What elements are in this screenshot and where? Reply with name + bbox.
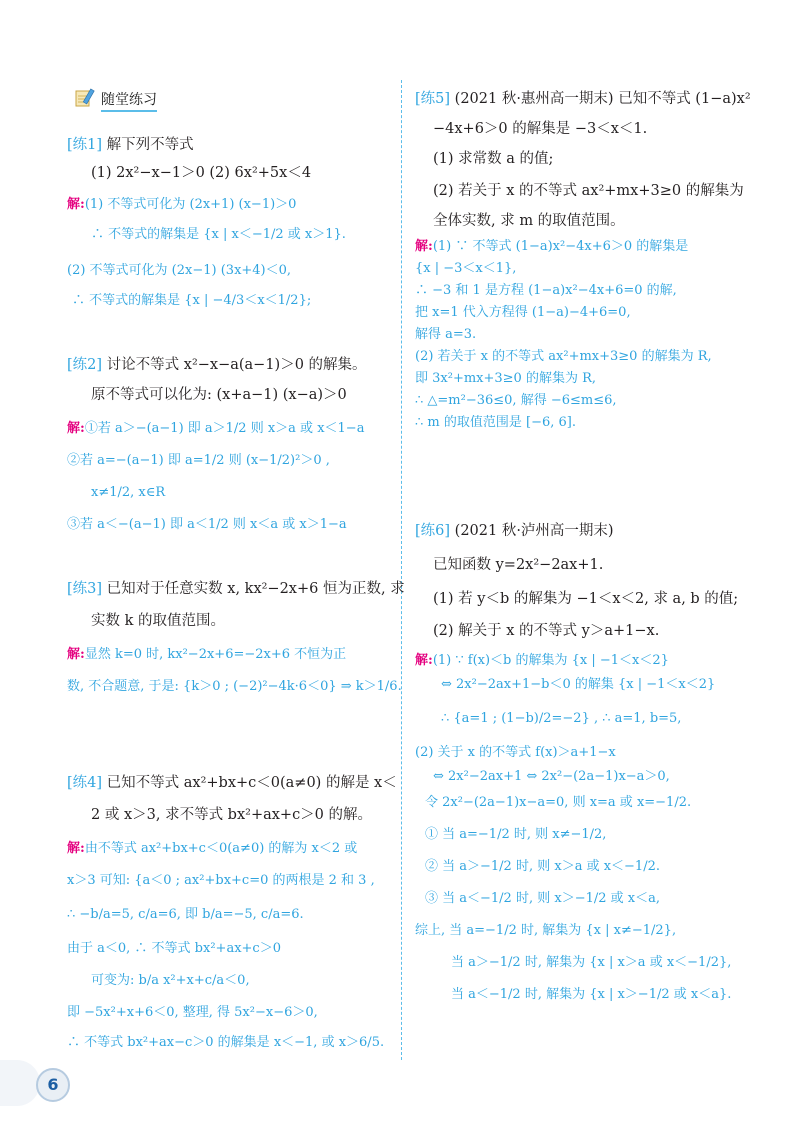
right-line	[415, 744, 616, 762]
page-tab	[0, 1060, 40, 1106]
section-heading	[75, 88, 157, 112]
line-text: ③若 a＜−(a−1) 即 a＜1/2 则 x＜a 或 x＞1−a	[67, 517, 347, 532]
right-line	[433, 556, 603, 574]
right-line	[441, 676, 715, 694]
line-text: ②若 a=−(a−1) 即 a=1/2 则 (x−1/2)²＞0 ,	[67, 453, 330, 468]
line-text: (1) 求常数 a 的值;	[433, 151, 554, 167]
right-line	[441, 710, 681, 728]
line-text: ② 当 a＞−1/2 时, 则 x＞a 或 x＜−1/2.	[425, 859, 660, 874]
left-line	[67, 356, 367, 374]
line-text: (1) ∵ 不等式 (1−a)x²−4x+6＞0 的解集是	[432, 239, 689, 254]
left-line	[67, 1004, 318, 1022]
left-line	[67, 196, 296, 214]
left-line	[91, 484, 165, 502]
line-text: 显然 k=0 时, kx²−2x+6=−2x+6 不恒为正	[84, 647, 347, 662]
line-text: 已知函数 y=2x²−2ax+1.	[433, 557, 604, 573]
right-line	[425, 826, 606, 844]
left-line	[67, 872, 375, 890]
right-line	[425, 794, 691, 812]
left-line	[67, 1034, 384, 1052]
left-line	[67, 516, 347, 534]
right-line	[451, 954, 731, 972]
solution-label: 解:	[415, 239, 433, 254]
right-line	[415, 90, 751, 108]
line-text: (1) 不等式可化为 (2x+1) (x−1)＞0	[84, 197, 297, 212]
left-line	[91, 386, 347, 404]
line-text: (1) 若 y＜b 的解集为 −1＜x＜2, 求 a, b 的值;	[433, 591, 739, 607]
left-line	[91, 612, 225, 630]
line-text: 令 2x²−(2a−1)x−a=0, 则 x=a 或 x=−1/2.	[425, 795, 692, 810]
line-text: 当 a＞−1/2 时, 解集为 {x | x＞a 或 x＜−1/2},	[451, 955, 732, 970]
line-text: 实数 k 的取值范围。	[91, 613, 226, 629]
notebook-pencil-icon	[75, 88, 97, 112]
exercise-tag: [练6]	[415, 523, 451, 539]
right-line	[415, 304, 631, 322]
line-text: ① 当 a=−1/2 时, 则 x≠−1/2,	[425, 827, 607, 842]
left-line	[67, 646, 346, 664]
right-line	[433, 590, 738, 608]
left-line	[67, 420, 364, 438]
line-text: 讨论不等式 x²−x−a(a−1)＞0 的解集。	[102, 357, 367, 373]
line-text: 数, 不合题意, 于是: {k＞0 ; (−2)²−4k·6＜0} ⇒ k＞1/6.	[67, 679, 402, 694]
line-text: ⇔ 2x²−2ax+1 ⇔ 2x²−(2a−1)x−a＞0,	[433, 769, 670, 784]
right-line	[415, 282, 677, 300]
exercise-tag: [练5]	[415, 91, 451, 107]
left-line	[67, 580, 405, 598]
line-text: 可变为: b/a x²+x+c/a＜0,	[91, 973, 250, 988]
right-line	[433, 182, 744, 200]
line-text: x＞3 可知: {a＜0 ; ax²+bx+c=0 的两根是 2 和 3 ,	[67, 873, 375, 888]
line-text: (1) 2x²−x−1＞0 (2) 6x²+5x＜4	[91, 165, 312, 181]
right-line	[451, 986, 731, 1004]
line-text: (2) 不等式可化为 (2x−1) (3x+4)＜0,	[67, 263, 292, 278]
right-line	[415, 260, 516, 278]
right-line	[415, 652, 669, 670]
left-line	[91, 972, 250, 990]
line-text: 解得 a=3.	[415, 327, 477, 342]
line-text: 已知对于任意实数 x, kx²−2x+6 恒为正数, 求	[102, 581, 405, 597]
line-text: ∴ 不等式的解集是 {x | x＜−1/2 或 x＞1}.	[91, 227, 346, 242]
left-line	[91, 226, 346, 244]
right-line	[415, 348, 712, 366]
exercise-tag: [练4]	[67, 775, 103, 791]
line-text: 即 −5x²+x+6＜0, 整理, 得 5x²−x−6＞0,	[67, 1005, 318, 1020]
left-line	[91, 806, 372, 824]
exercise-tag: [练3]	[67, 581, 103, 597]
line-text: 由于 a＜0, ∴ 不等式 bx²+ax+c＞0	[67, 941, 281, 956]
line-text: 当 a＜−1/2 时, 解集为 {x | x＞−1/2 或 x＜a}.	[451, 987, 732, 1002]
line-text: (2) 若关于 x 的不等式 ax²+mx+3≥0 的解集为 R,	[415, 349, 712, 364]
right-line	[415, 238, 688, 256]
section-title: 随堂练习	[101, 89, 157, 112]
right-line	[433, 622, 659, 640]
line-text: 由不等式 ax²+bx+c＜0(a≠0) 的解为 x＜2 或	[84, 841, 358, 856]
line-text: (2) 若关于 x 的不等式 ax²+mx+3≥0 的解集为	[433, 183, 744, 199]
page-number: 6	[36, 1068, 70, 1102]
right-line	[415, 414, 576, 432]
line-text: ①若 a＞−(a−1) 即 a＞1/2 则 x＞a 或 x＜1−a	[84, 421, 365, 436]
left-line	[67, 136, 194, 154]
solution-label: 解:	[67, 197, 85, 212]
line-text: ⇔ 2x²−2ax+1−b＜0 的解集 {x | −1＜x＜2}	[441, 677, 716, 692]
line-text: 全体实数, 求 m 的取值范围。	[433, 213, 625, 229]
right-line	[433, 120, 647, 138]
line-text: ∴ △=m²−36≤0, 解得 −6≤m≤6,	[415, 393, 617, 408]
left-line	[67, 678, 402, 696]
exercise-tag: [练1]	[67, 137, 103, 153]
left-line	[67, 262, 291, 280]
line-text: (2021 秋·惠州高一期末) 已知不等式 (1−a)x²	[450, 91, 751, 107]
line-text: −4x+6＞0 的解集是 −3＜x＜1.	[433, 121, 648, 137]
line-text: ∴ 不等式 bx²+ax−c＞0 的解集是 x＜−1, 或 x＞6/5.	[67, 1035, 385, 1050]
right-line	[433, 768, 670, 786]
line-text: ∴ {a=1 ; (1−b)/2=−2} , ∴ a=1, b=5,	[441, 711, 682, 726]
line-text: (1) ∵ f(x)＜b 的解集为 {x | −1＜x＜2}	[432, 653, 669, 668]
line-text: x≠1/2, x∈R	[91, 485, 166, 500]
column-divider	[401, 80, 402, 1060]
right-line	[415, 392, 617, 410]
line-text: ∴ −3 和 1 是方程 (1−a)x²−4x+6=0 的解,	[415, 283, 677, 298]
left-line	[91, 164, 311, 182]
right-line	[415, 370, 596, 388]
line-text: (2) 解关于 x 的不等式 y＞a+1−x.	[433, 623, 660, 639]
line-text: 2 或 x＞3, 求不等式 bx²+ax+c＞0 的解。	[91, 807, 373, 823]
line-text: ∴ −b/a=5, c/a=6, 即 b/a=−5, c/a=6.	[67, 907, 304, 922]
line-text: (2021 秋·泸州高一期末)	[450, 523, 614, 539]
line-text: ∴ 不等式的解集是 {x | −4/3＜x＜1/2};	[72, 293, 312, 308]
line-text: {x | −3＜x＜1},	[415, 261, 517, 276]
right-line	[433, 150, 553, 168]
right-line	[415, 922, 676, 940]
solution-label: 解:	[67, 421, 85, 436]
right-line	[415, 326, 476, 344]
line-text: 已知不等式 ax²+bx+c＜0(a≠0) 的解是 x＜	[102, 775, 397, 791]
left-line	[67, 840, 357, 858]
solution-label: 解:	[67, 647, 85, 662]
line-text: 综上, 当 a=−1/2 时, 解集为 {x | x≠−1/2},	[415, 923, 677, 938]
left-line	[72, 292, 311, 310]
left-line	[67, 906, 304, 924]
left-line	[67, 774, 397, 792]
line-text: (2) 关于 x 的不等式 f(x)＞a+1−x	[415, 745, 616, 760]
right-line	[433, 212, 625, 230]
right-line	[415, 522, 614, 540]
exercise-tag: [练2]	[67, 357, 103, 373]
line-text: ③ 当 a＜−1/2 时, 则 x＞−1/2 或 x＜a,	[425, 891, 660, 906]
line-text: 即 3x²+mx+3≥0 的解集为 R,	[415, 371, 597, 386]
solution-label: 解:	[67, 841, 85, 856]
line-text: 原不等式可以化为: (x+a−1) (x−a)＞0	[91, 387, 347, 403]
line-text: 把 x=1 代入方程得 (1−a)−4+6=0,	[415, 305, 631, 320]
right-line	[425, 858, 660, 876]
left-line	[67, 940, 281, 958]
solution-label: 解:	[415, 653, 433, 668]
line-text: ∴ m 的取值范围是 [−6, 6].	[415, 415, 576, 430]
right-line	[425, 890, 660, 908]
left-line	[67, 452, 330, 470]
line-text: 解下列不等式	[102, 137, 194, 153]
